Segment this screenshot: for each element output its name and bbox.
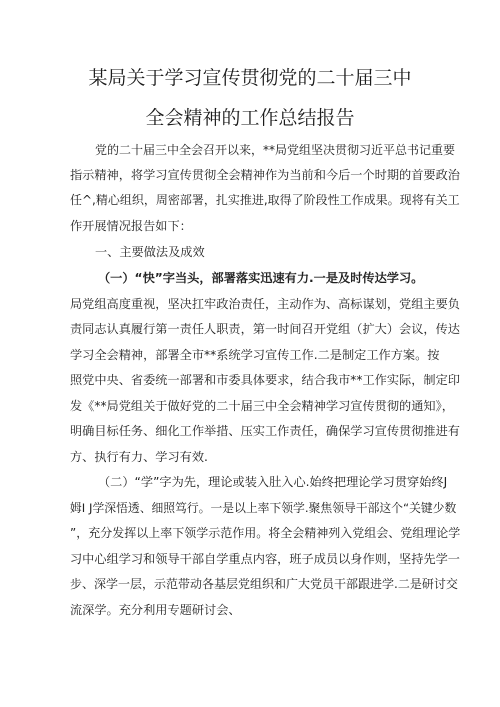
paragraph-line: 习中心组学习和领导干部自学重点内容，班子成员以身作则，坚持先学一 xyxy=(70,552,460,566)
paragraph-line: 学习全会精神，部署全市**系统学习宣传工作.二是制定工作方案。按 xyxy=(70,348,440,362)
paragraph-line: 局党组高度重视，坚决扛牢政治责任，主动作为、高标谋划，党组主要负 xyxy=(70,297,460,311)
paragraph-line: 发《**局党组关于做好党的二十届三中全会精神学习宣传贯彻的通知》， xyxy=(70,399,454,413)
subsection-heading: （二）“学”字为先，理论或装入肚入心.始终把理论学习贯穿始终J xyxy=(98,475,448,489)
paragraph-line: 姆I J学深悟透、细照笃行。一是以上率下领学.聚焦领导干部这个“关键少数 xyxy=(70,501,457,515)
paragraph-line: 方、执行有力、学习有效. xyxy=(70,450,208,464)
paragraph-line: 任^,精心组织，周密部署，扎实推进,取得了阶段性工作成果。现将有关工 xyxy=(70,193,460,207)
document-title-line-1: 某局关于学习宣传贯彻党的二十届三中 xyxy=(88,67,412,89)
subsection-heading: （一）“快”字当头，部署落实迅速有力.一是及时传达学习。 xyxy=(98,271,424,285)
section-heading: 一、主要做法及成效 xyxy=(95,245,205,259)
paragraph-line: ”，充分发挥以上率下领学示范作用。将全会精神列入党组会、党组理论学 xyxy=(70,526,461,540)
paragraph-line: 明确目标任务、细化工作举措、压实工作责任，确保学习宣传贯彻推进有 xyxy=(70,424,460,438)
paragraph-line: 责同志认真履行第一责任人职责，第一时间召开党组（扩大）会议，传达 xyxy=(70,322,460,336)
document-title-line-2: 全会精神的工作总结报告 xyxy=(145,107,355,129)
paragraph-line: 指示精神，将学习宣传贯彻全会精神作为当前和今后一个时期的首要政治 xyxy=(70,168,460,182)
paragraph-line: 党的二十届三中全会召开以来，**局党组坚决贯彻习近平总书记重要 xyxy=(95,143,456,157)
paragraph-line: 步、深学一层，示范带动各基层党组织和广大党员干部跟进学.二是研讨交 xyxy=(70,577,458,591)
paragraph-line: 照党中央、省委统一部署和市委具体要求，结合我市**工作实际，制定印 xyxy=(70,373,460,387)
paragraph-line: 流深学。充分利用专题研讨会、 xyxy=(70,603,241,617)
paragraph-line: 作开展情况报告如下： xyxy=(70,219,192,233)
